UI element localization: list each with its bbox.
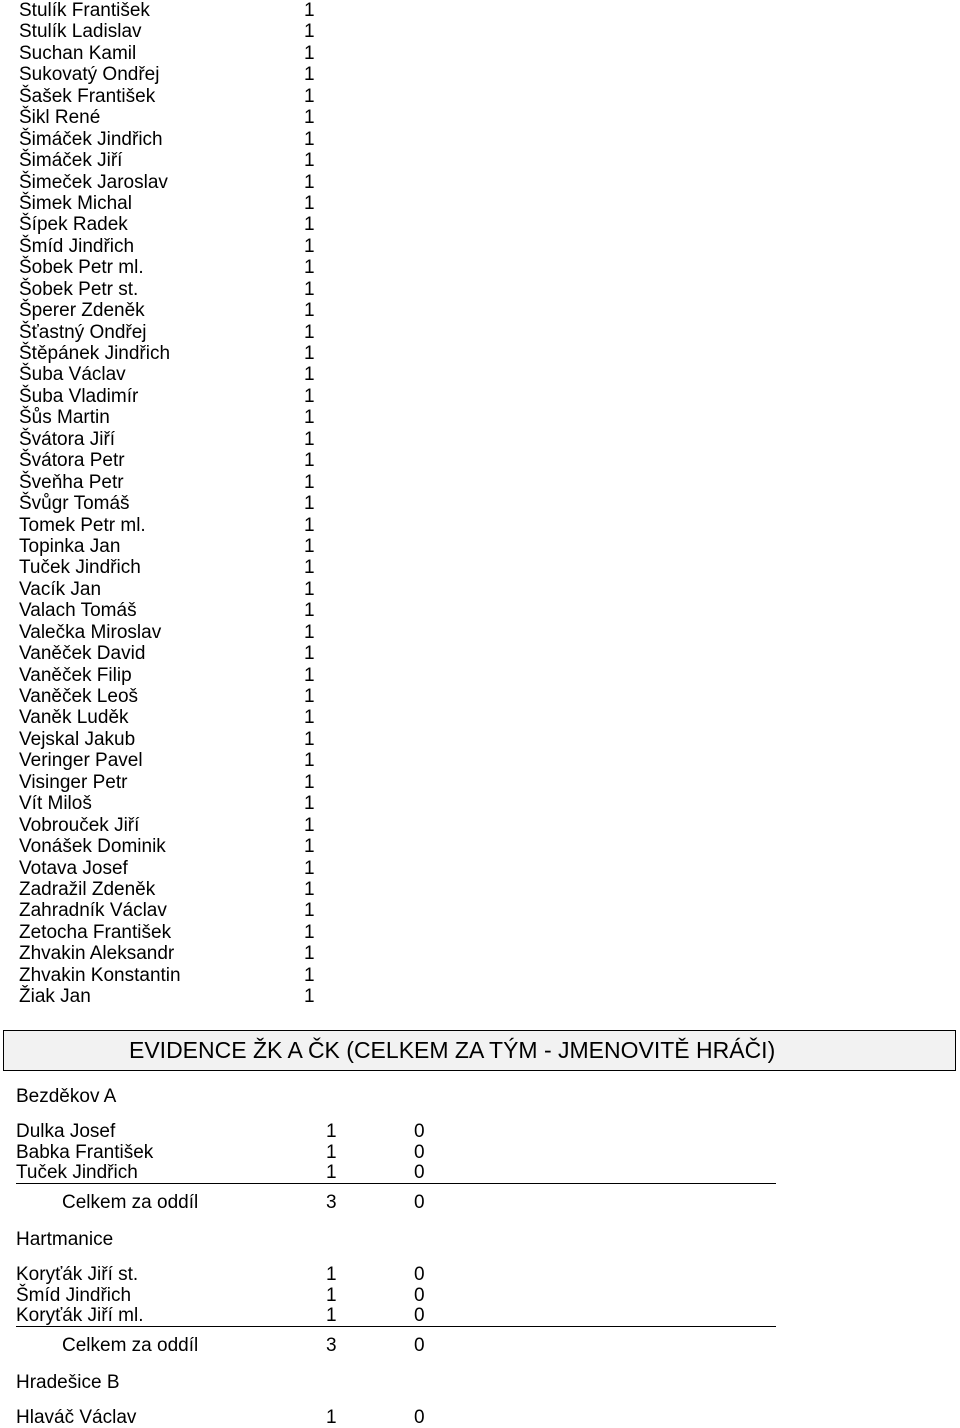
- team-name: Hartmanice: [16, 1229, 114, 1250]
- player-name: Vaněk Luděk: [19, 707, 129, 729]
- player-count: 1: [304, 836, 315, 858]
- player-name: Stulík Ladislav: [19, 21, 142, 43]
- yellow-card-count: 1: [326, 1264, 337, 1285]
- player-count: 1: [304, 171, 315, 193]
- list-item: [19, 858, 339, 879]
- player-count: 1: [304, 493, 315, 515]
- player-name: Šperer Zdeněk: [19, 300, 145, 322]
- list-item: [19, 986, 339, 1007]
- player-name: Tuček Jindřich: [19, 557, 141, 579]
- red-card-count: 0: [414, 1407, 425, 1428]
- player-count: 1: [304, 514, 315, 536]
- player-count: 1: [304, 943, 315, 965]
- player-list: [19, 0, 339, 1008]
- list-item: [19, 150, 339, 171]
- player-count: 1: [304, 257, 315, 279]
- player-count: 1: [304, 771, 315, 793]
- player-name: Šveňha Petr: [19, 471, 124, 493]
- player-count: 1: [304, 664, 315, 686]
- player-name: Hlaváč Václav: [16, 1407, 137, 1428]
- player-name: Švůgr Tomáš: [19, 493, 130, 515]
- player-count: 1: [304, 964, 315, 986]
- list-item: [19, 193, 339, 214]
- player-count: 1: [304, 728, 315, 750]
- player-count: 1: [304, 707, 315, 729]
- player-name: Žiak Jan: [19, 986, 91, 1008]
- yellow-card-count: 1: [326, 1121, 337, 1142]
- player-count: 1: [304, 343, 315, 364]
- list-item: [19, 536, 339, 557]
- player-name: Šmíd Jindřich: [19, 235, 135, 257]
- player-count: 1: [304, 600, 315, 622]
- player-count: 1: [304, 578, 315, 600]
- list-item: [19, 493, 339, 514]
- list-item: [19, 772, 339, 793]
- yellow-card-count: 1: [326, 1305, 337, 1326]
- player-name: Šmíd Jindřich: [16, 1284, 132, 1306]
- player-count: 1: [304, 557, 315, 579]
- list-item: [19, 64, 339, 85]
- player-name: Tomek Petr ml.: [19, 514, 146, 536]
- red-card-count: 0: [414, 1284, 425, 1306]
- player-name: Sukovatý Ondřej: [19, 64, 160, 86]
- list-item: [19, 793, 339, 814]
- list-item: [19, 322, 339, 343]
- player-count: 1: [304, 621, 315, 643]
- yellow-card-count: 1: [326, 1162, 337, 1183]
- player-count: 1: [304, 878, 315, 900]
- player-count: 1: [304, 535, 315, 557]
- team-name: Hradešice B: [16, 1372, 120, 1393]
- player-name: Zhvakin Aleksandr: [19, 943, 175, 965]
- team-name: Bezděkov A: [16, 1086, 117, 1107]
- player-name: Valach Tomáš: [19, 600, 137, 622]
- table-row: [16, 1122, 776, 1142]
- list-item: [19, 214, 339, 235]
- list-item: [19, 429, 339, 450]
- player-name: Visinger Petr: [19, 771, 128, 793]
- list-item: [19, 300, 339, 321]
- player-count: 1: [304, 0, 315, 21]
- player-name: Zadražil Zdeněk: [19, 878, 156, 900]
- player-name: Šuba Václav: [19, 364, 126, 386]
- player-count: 1: [304, 857, 315, 879]
- player-count: 1: [304, 278, 315, 300]
- list-item: [19, 600, 339, 621]
- list-item: [19, 343, 339, 364]
- total-label: Celkem za oddíl: [62, 1191, 199, 1213]
- player-name: Suchan Kamil: [19, 42, 137, 64]
- player-count: 1: [304, 150, 315, 172]
- list-item: [19, 515, 339, 536]
- player-count: 1: [304, 214, 315, 236]
- player-name: Šimek Michal: [19, 192, 132, 214]
- player-count: 1: [304, 42, 315, 64]
- player-name: Švátora Jiří: [19, 428, 116, 450]
- red-card-count: 0: [414, 1305, 425, 1326]
- list-item: [19, 386, 339, 407]
- list-item: [19, 622, 339, 643]
- table-row: [16, 1265, 776, 1285]
- list-item: [19, 107, 339, 128]
- player-count: 1: [304, 385, 315, 407]
- player-count: 1: [304, 750, 315, 772]
- list-item: [19, 879, 339, 900]
- player-name: Vobrouček Jiří: [19, 814, 140, 836]
- player-count: 1: [304, 235, 315, 257]
- player-name: Zhvakin Konstantin: [19, 964, 181, 986]
- player-name: Zahradník Václav: [19, 900, 167, 922]
- player-name: Dulka Josef: [16, 1121, 116, 1142]
- player-name: Šimeček Jaroslav: [19, 171, 168, 193]
- list-item: [19, 279, 339, 300]
- player-name: Šuba Vladimír: [19, 385, 139, 407]
- total-red: 0: [414, 1191, 425, 1213]
- player-count: 1: [304, 300, 315, 322]
- list-item: [19, 129, 339, 150]
- player-count: 1: [304, 107, 315, 129]
- player-name: Šikl René: [19, 107, 101, 129]
- player-name: Šípek Radek: [19, 214, 128, 236]
- player-count: 1: [304, 471, 315, 493]
- list-item: [19, 643, 339, 664]
- player-name: Vonášek Dominik: [19, 836, 166, 858]
- list-item: [19, 257, 339, 278]
- player-count: 1: [304, 450, 315, 472]
- total-red: 0: [414, 1334, 425, 1356]
- list-item: [19, 965, 339, 986]
- total-label: Celkem za oddíl: [62, 1334, 199, 1356]
- player-name: Štěpánek Jindřich: [19, 343, 171, 364]
- yellow-card-count: 1: [326, 1284, 337, 1306]
- list-item: [19, 922, 339, 943]
- player-name: Koryťák Jiří ml.: [16, 1305, 144, 1326]
- player-count: 1: [304, 686, 315, 707]
- player-count: 1: [304, 21, 315, 43]
- player-name: Votava Josef: [19, 857, 128, 879]
- player-count: 1: [304, 85, 315, 107]
- red-card-count: 0: [414, 1141, 425, 1163]
- player-name: Šimáček Jiří: [19, 150, 123, 172]
- list-item: [19, 557, 339, 578]
- player-count: 1: [304, 643, 315, 665]
- red-card-count: 0: [414, 1162, 425, 1183]
- yellow-card-count: 1: [326, 1407, 337, 1428]
- player-name: Šimáček Jindřich: [19, 128, 163, 150]
- list-item: [19, 21, 339, 42]
- yellow-card-count: 1: [326, 1141, 337, 1163]
- player-name: Vaněček Filip: [19, 664, 132, 686]
- player-name: Vaněček David: [19, 643, 146, 665]
- player-name: Valečka Miroslav: [19, 621, 162, 643]
- list-item: [19, 815, 339, 836]
- player-name: Šťastný Ondřej: [19, 321, 147, 343]
- list-item: [19, 579, 339, 600]
- list-item: [19, 836, 339, 857]
- player-count: 1: [304, 64, 315, 86]
- table-row: [16, 1306, 776, 1327]
- player-name: Tuček Jindřich: [16, 1162, 138, 1183]
- red-card-count: 0: [414, 1121, 425, 1142]
- player-count: 1: [304, 814, 315, 836]
- player-name: Švátora Petr: [19, 450, 125, 472]
- list-item: [19, 407, 339, 428]
- player-count: 1: [304, 900, 315, 922]
- player-count: 1: [304, 986, 315, 1008]
- player-name: Šobek Petr ml.: [19, 257, 144, 279]
- total-yellow: 3: [326, 1334, 337, 1356]
- player-count: 1: [304, 921, 315, 943]
- banner-title: EVIDENCE ŽK A ČK (CELKEM ZA TÝM - JMENOVITĚ HRÁČI): [129, 1037, 776, 1063]
- player-name: Topinka Jan: [19, 535, 121, 557]
- player-count: 1: [304, 321, 315, 343]
- list-item: [19, 665, 339, 686]
- list-item: [19, 729, 339, 750]
- table-row: [16, 1143, 776, 1163]
- team-total-row: [16, 1192, 776, 1214]
- total-yellow: 3: [326, 1191, 337, 1213]
- table-row: [16, 1163, 776, 1184]
- player-count: 1: [304, 364, 315, 386]
- list-item: [19, 943, 339, 964]
- table-row: [16, 1408, 776, 1428]
- player-name: Vejskal Jakub: [19, 728, 136, 750]
- list-item: [19, 236, 339, 257]
- list-item: [19, 0, 339, 21]
- player-name: Stulík František: [19, 0, 150, 21]
- player-name: Šobek Petr st.: [19, 278, 139, 300]
- player-name: Vaněček Leoš: [19, 686, 139, 707]
- player-count: 1: [304, 428, 315, 450]
- list-item: [19, 450, 339, 471]
- player-name: Zetocha František: [19, 921, 172, 943]
- list-item: [19, 750, 339, 771]
- team-total-row: [16, 1335, 776, 1357]
- player-count: 1: [304, 128, 315, 150]
- player-count: 1: [304, 192, 315, 214]
- player-name: Babka František: [16, 1141, 154, 1163]
- evidence-banner: [3, 1030, 956, 1071]
- list-item: [19, 686, 339, 707]
- red-card-count: 0: [414, 1264, 425, 1285]
- list-item: [19, 900, 339, 921]
- player-name: Veringer Pavel: [19, 750, 143, 772]
- player-name: Šašek František: [19, 85, 156, 107]
- player-count: 1: [304, 407, 315, 429]
- list-item: [19, 86, 339, 107]
- list-item: [19, 472, 339, 493]
- player-name: Vít Miloš: [19, 793, 92, 815]
- list-item: [19, 707, 339, 728]
- list-item: [19, 364, 339, 385]
- table-row: [16, 1286, 776, 1306]
- player-count: 1: [304, 793, 315, 815]
- player-name: Koryťák Jiří st.: [16, 1264, 139, 1285]
- list-item: [19, 172, 339, 193]
- player-name: Vacík Jan: [19, 578, 102, 600]
- player-name: Šůs Martin: [19, 407, 110, 429]
- list-item: [19, 43, 339, 64]
